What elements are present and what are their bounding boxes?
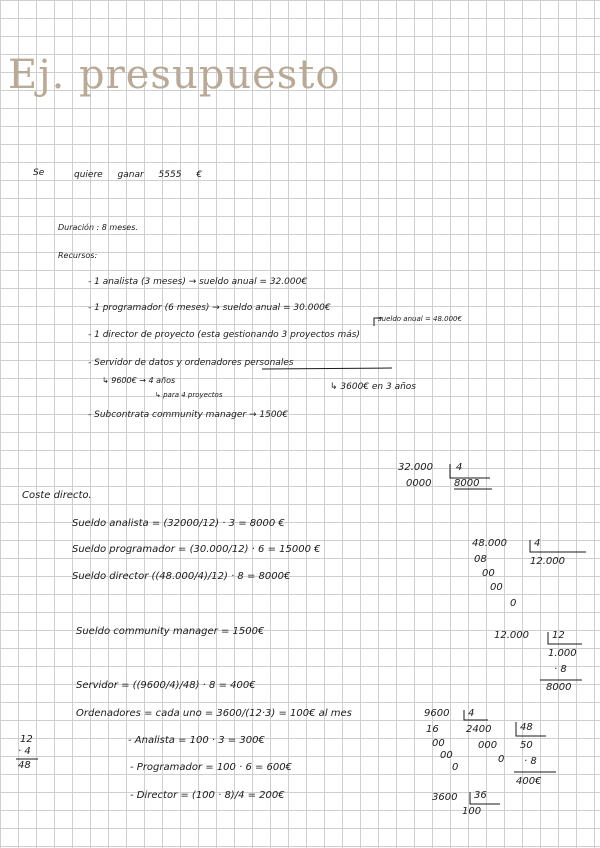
calc5-remainder: 000 bbox=[478, 740, 498, 751]
item-community: - Subcontrata community manager → 1500€ bbox=[88, 410, 289, 420]
calc6-divisor: 36 bbox=[474, 790, 487, 801]
calc2-line-4: 0 bbox=[510, 598, 517, 609]
coste-heading: Coste directo. bbox=[22, 490, 92, 501]
calc3-result: 8000 bbox=[546, 682, 572, 693]
coste-director: Sueldo director ((48.000/4)/12) · 8 = 8000€ bbox=[72, 571, 291, 582]
intro-prefix: Se bbox=[33, 168, 45, 178]
page-title: Ej. presupuesto bbox=[8, 52, 341, 98]
calc2-line-3: 00 bbox=[490, 582, 503, 593]
calc4-line-1: 16 bbox=[426, 724, 439, 735]
note-servidor-precio: ↳ 9600€ → 4 años bbox=[102, 376, 176, 385]
calc4-divisor: 4 bbox=[468, 708, 475, 719]
item-analista: - 1 analista (3 meses) → sueldo anual = 32.000€ bbox=[88, 277, 308, 287]
coste-programador: Sueldo programador = (30.000/12) · 6 = 15000 € bbox=[72, 544, 321, 555]
calc4-line-2: 00 bbox=[432, 738, 445, 749]
coste-analista: Sueldo analista = (32000/12) · 3 = 8000 € bbox=[72, 518, 285, 529]
calc3-divisor: 12 bbox=[552, 630, 565, 641]
calc2-line-1: 08 bbox=[474, 554, 487, 565]
calc1-dividend: 32.000 bbox=[398, 462, 433, 473]
calc5-result: 400€ bbox=[516, 776, 542, 787]
calc4-line-3: 00 bbox=[440, 750, 453, 761]
calc1-quotient: 8000 bbox=[454, 478, 480, 489]
calc3-dividend: 12.000 bbox=[494, 630, 529, 641]
calc4-line-4: 0 bbox=[452, 762, 459, 773]
calc3-mult: · 8 bbox=[554, 664, 567, 675]
coste-ord-director: - Director = (100 · 8)/4 = 200€ bbox=[130, 790, 285, 801]
left-calc-a: 12 bbox=[20, 734, 33, 745]
note-sueldo-director: sueldo anual = 48.000€ bbox=[378, 315, 462, 323]
intro-text: quiere ganar 5555 € bbox=[74, 170, 203, 180]
note-ordenadores-precio: ↳ 3600€ en 3 años bbox=[330, 382, 416, 392]
item-servidor: - Servidor de datos y ordenadores personales bbox=[88, 358, 294, 368]
coste-community: Sueldo community manager = 1500€ bbox=[76, 626, 265, 637]
item-programador: - 1 programador (6 meses) → sueldo anual = 30.000€ bbox=[88, 303, 331, 313]
calc5-quotient: 50 bbox=[520, 740, 533, 751]
calc5-dividend: 2400 bbox=[466, 724, 492, 735]
coste-ord-programador: - Programador = 100 · 6 = 600€ bbox=[130, 762, 292, 773]
coste-ordenadores: Ordenadores = cada uno = 3600/(12·3) = 100€ al mes bbox=[76, 708, 352, 719]
item-director: - 1 director de proyecto (esta gestionando 3 proyectos más) bbox=[88, 330, 360, 340]
calc3-mid: 1.000 bbox=[548, 648, 577, 659]
left-calc-b: · 4 bbox=[18, 746, 31, 757]
calc1-remainder: 0000 bbox=[406, 478, 432, 489]
calc2-quotient: 12.000 bbox=[530, 556, 565, 567]
calc6-quotient: 100 bbox=[462, 806, 482, 817]
calc5-mult: · 8 bbox=[524, 756, 537, 767]
coste-ord-analista: - Analista = 100 · 3 = 300€ bbox=[128, 735, 265, 746]
duracion: Duración : 8 meses. bbox=[58, 223, 138, 232]
calc2-line-2: 00 bbox=[482, 568, 495, 579]
note-servidor-uso: ↳ para 4 proyectos bbox=[155, 391, 223, 399]
calc5-divisor: 48 bbox=[520, 722, 533, 733]
recursos-label: Recursos: bbox=[58, 251, 98, 260]
calc2-divisor: 4 bbox=[534, 538, 541, 549]
calc4-dividend: 9600 bbox=[424, 708, 450, 719]
left-calc-result: 48 bbox=[18, 760, 31, 771]
underline-ordenadores bbox=[262, 368, 392, 369]
coste-servidor: Servidor = ((9600/4)/48) · 8 = 400€ bbox=[76, 680, 256, 691]
calc1-divisor: 4 bbox=[456, 462, 463, 473]
calc2-dividend: 48.000 bbox=[472, 538, 507, 549]
calc5-remainder-2: 0 bbox=[498, 754, 505, 765]
calc6-dividend: 3600 bbox=[432, 792, 458, 803]
